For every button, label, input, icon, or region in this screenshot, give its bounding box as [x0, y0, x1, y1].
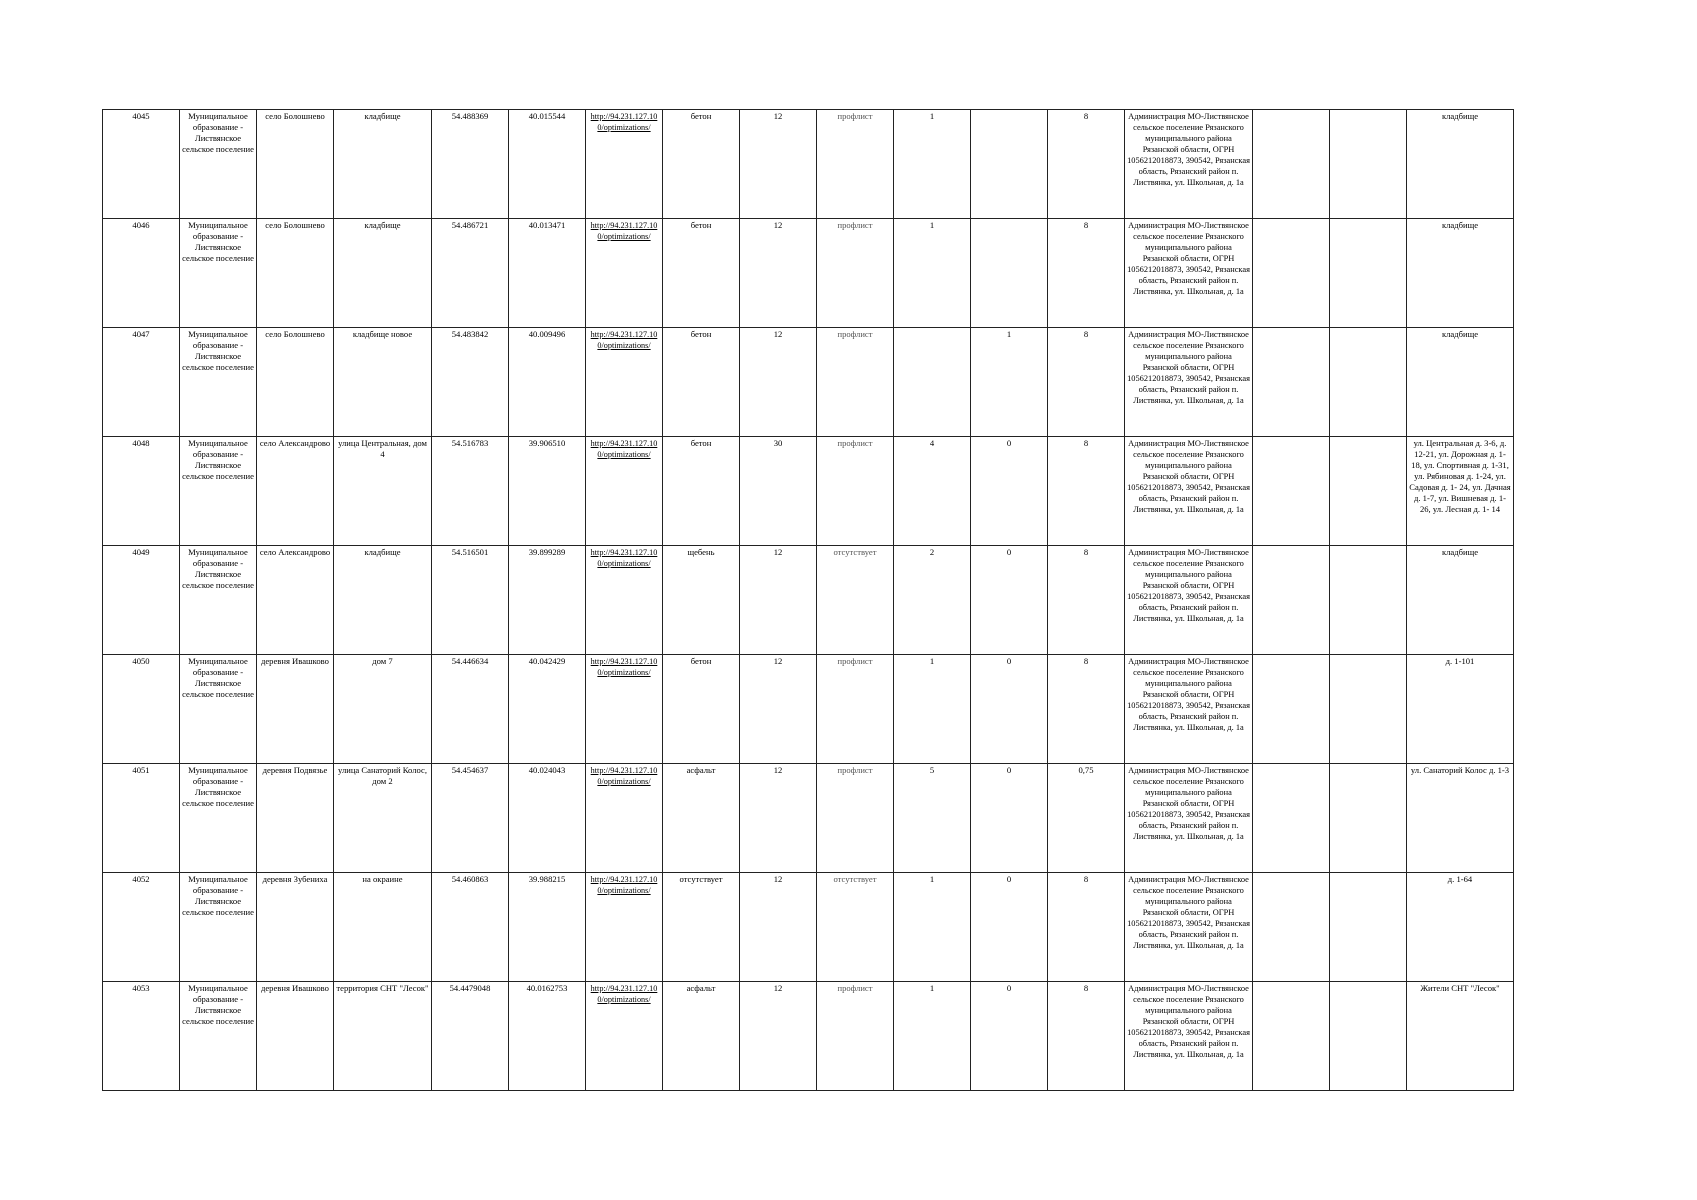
- extra-containers-cell: 0: [971, 873, 1048, 982]
- map-link[interactable]: http://94.231.127.10 0/optimizations/: [586, 546, 663, 655]
- longitude-cell: 39.906510: [509, 437, 586, 546]
- longitude-cell: 40.009496: [509, 328, 586, 437]
- municipality-cell: Муниципальное образование - Листвянское сельское поселение: [180, 546, 257, 655]
- latitude-cell: 54.516783: [432, 437, 509, 546]
- waste-sources-cell: кладбище: [1407, 219, 1514, 328]
- address-cell: кладбище новое: [334, 328, 432, 437]
- surface-cell: бетон: [663, 437, 740, 546]
- owner-cell: Администрация МО-Листвянское сельское поселение Рязанского муниципального района Рязанской области, ОГРН 1056212018873, 390542, Рязанская область, Рязанский район п. Листвянка, ул. Школьная, д. 1а: [1125, 546, 1253, 655]
- table-row: [103, 655, 1514, 764]
- table-row: [103, 546, 1514, 655]
- container-volume-cell: 8: [1048, 328, 1125, 437]
- empty-cell: [1253, 655, 1330, 764]
- fence-cell: отсутствует: [817, 546, 894, 655]
- containers-count-cell: 5: [894, 764, 971, 873]
- empty-cell: [1253, 546, 1330, 655]
- owner-cell: Администрация МО-Листвянское сельское поселение Рязанского муниципального района Рязанской области, ОГРН 1056212018873, 390542, Рязанская область, Рязанский район п. Листвянка, ул. Школьная, д. 1а: [1125, 982, 1253, 1091]
- container-volume-cell: 0,75: [1048, 764, 1125, 873]
- row-number-cell: 4048: [103, 437, 180, 546]
- owner-cell: Администрация МО-Листвянское сельское поселение Рязанского муниципального района Рязанской области, ОГРН 1056212018873, 390542, Рязанская область, Рязанский район п. Листвянка, ул. Школьная, д. 1а: [1125, 328, 1253, 437]
- row-number-cell: 4045: [103, 110, 180, 219]
- latitude-cell: 54.488369: [432, 110, 509, 219]
- latitude-cell: 54.460863: [432, 873, 509, 982]
- empty-cell: [1330, 437, 1407, 546]
- containers-count-cell: 1: [894, 655, 971, 764]
- map-link[interactable]: http://94.231.127.10 0/optimizations/: [586, 110, 663, 219]
- longitude-cell: 39.988215: [509, 873, 586, 982]
- waste-sources-cell: кладбище: [1407, 546, 1514, 655]
- empty-cell: [1330, 328, 1407, 437]
- owner-cell: Администрация МО-Листвянское сельское поселение Рязанского муниципального района Рязанской области, ОГРН 1056212018873, 390542, Рязанская область, Рязанский район п. Листвянка, ул. Школьная, д. 1а: [1125, 219, 1253, 328]
- waste-sources-cell: ул. Центральная д. 3-6, д. 12-21, ул. Дорожная д. 1-18, ул. Спортивная д. 1-31, ул. Рябиновая д. 1-24, ул. Садовая д. 1- 24, ул. Дачная д. 1-7, ул. Вишневая д. 1-26, ул. Лесная д. 1- 14: [1407, 437, 1514, 546]
- settlement-cell: деревня Ивашково: [257, 655, 334, 764]
- surface-cell: асфальт: [663, 764, 740, 873]
- table-row: [103, 328, 1514, 437]
- fence-cell: профлист: [817, 219, 894, 328]
- latitude-cell: 54.4479048: [432, 982, 509, 1091]
- empty-cell: [1253, 110, 1330, 219]
- municipality-cell: Муниципальное образование - Листвянское сельское поселение: [180, 873, 257, 982]
- owner-cell: Администрация МО-Листвянское сельское поселение Рязанского муниципального района Рязанской области, ОГРН 1056212018873, 390542, Рязанская область, Рязанский район п. Листвянка, ул. Школьная, д. 1а: [1125, 655, 1253, 764]
- surface-cell: бетон: [663, 655, 740, 764]
- empty-cell: [1253, 219, 1330, 328]
- surface-cell: щебень: [663, 546, 740, 655]
- area-cell: 12: [740, 110, 817, 219]
- fence-cell: профлист: [817, 764, 894, 873]
- empty-cell: [1330, 110, 1407, 219]
- settlement-cell: село Болошнево: [257, 110, 334, 219]
- map-link[interactable]: http://94.231.127.10 0/optimizations/: [586, 764, 663, 873]
- row-number-cell: 4051: [103, 764, 180, 873]
- municipality-cell: Муниципальное образование - Листвянское сельское поселение: [180, 219, 257, 328]
- map-link[interactable]: http://94.231.127.10 0/optimizations/: [586, 328, 663, 437]
- address-cell: кладбище: [334, 546, 432, 655]
- empty-cell: [1253, 764, 1330, 873]
- container-volume-cell: 8: [1048, 546, 1125, 655]
- row-number-cell: 4052: [103, 873, 180, 982]
- settlement-cell: село Александрово: [257, 546, 334, 655]
- longitude-cell: 40.024043: [509, 764, 586, 873]
- table-row: [103, 437, 1514, 546]
- map-link[interactable]: http://94.231.127.10 0/optimizations/: [586, 219, 663, 328]
- area-cell: 30: [740, 437, 817, 546]
- area-cell: 12: [740, 546, 817, 655]
- empty-cell: [1330, 219, 1407, 328]
- container-volume-cell: 8: [1048, 437, 1125, 546]
- waste-sources-cell: кладбище: [1407, 328, 1514, 437]
- latitude-cell: 54.516501: [432, 546, 509, 655]
- row-number-cell: 4050: [103, 655, 180, 764]
- area-cell: 12: [740, 328, 817, 437]
- table-row: [103, 219, 1514, 328]
- longitude-cell: 40.042429: [509, 655, 586, 764]
- waste-sources-cell: Жители СНТ "Лесок": [1407, 982, 1514, 1091]
- longitude-cell: 40.013471: [509, 219, 586, 328]
- municipality-cell: Муниципальное образование - Листвянское сельское поселение: [180, 328, 257, 437]
- fence-cell: профлист: [817, 437, 894, 546]
- surface-cell: асфальт: [663, 982, 740, 1091]
- surface-cell: отсутствует: [663, 873, 740, 982]
- containers-count-cell: 2: [894, 546, 971, 655]
- settlement-cell: деревня Ивашково: [257, 982, 334, 1091]
- row-number-cell: 4047: [103, 328, 180, 437]
- fence-cell: профлист: [817, 982, 894, 1091]
- empty-cell: [1330, 873, 1407, 982]
- area-cell: 12: [740, 982, 817, 1091]
- empty-cell: [1330, 546, 1407, 655]
- surface-cell: бетон: [663, 110, 740, 219]
- extra-containers-cell: 0: [971, 437, 1048, 546]
- containers-count-cell: 1: [894, 110, 971, 219]
- area-cell: 12: [740, 219, 817, 328]
- municipality-cell: Муниципальное образование - Листвянское сельское поселение: [180, 437, 257, 546]
- empty-cell: [1253, 982, 1330, 1091]
- latitude-cell: 54.483842: [432, 328, 509, 437]
- address-cell: дом 7: [334, 655, 432, 764]
- extra-containers-cell: 0: [971, 764, 1048, 873]
- table-row: [103, 982, 1514, 1091]
- extra-containers-cell: [971, 219, 1048, 328]
- row-number-cell: 4053: [103, 982, 180, 1091]
- container-volume-cell: 8: [1048, 219, 1125, 328]
- waste-sources-cell: ул. Санаторий Колос д. 1-3: [1407, 764, 1514, 873]
- fence-cell: профлист: [817, 110, 894, 219]
- empty-cell: [1330, 764, 1407, 873]
- municipality-cell: Муниципальное образование - Листвянское сельское поселение: [180, 110, 257, 219]
- map-link[interactable]: http://94.231.127.10 0/optimizations/: [586, 982, 663, 1091]
- waste-sources-cell: д. 1-101: [1407, 655, 1514, 764]
- container-volume-cell: 8: [1048, 655, 1125, 764]
- municipality-cell: Муниципальное образование - Листвянское сельское поселение: [180, 655, 257, 764]
- empty-cell: [1330, 982, 1407, 1091]
- map-link[interactable]: http://94.231.127.10 0/optimizations/: [586, 437, 663, 546]
- settlement-cell: село Александрово: [257, 437, 334, 546]
- latitude-cell: 54.486721: [432, 219, 509, 328]
- waste-sources-cell: д. 1-64: [1407, 873, 1514, 982]
- settlement-cell: село Болошнево: [257, 219, 334, 328]
- settlement-cell: село Болошнево: [257, 328, 334, 437]
- address-cell: кладбище: [334, 219, 432, 328]
- owner-cell: Администрация МО-Листвянское сельское поселение Рязанского муниципального района Рязанской области, ОГРН 1056212018873, 390542, Рязанская область, Рязанский район п. Листвянка, ул. Школьная, д. 1а: [1125, 437, 1253, 546]
- table-row: [103, 873, 1514, 982]
- extra-containers-cell: 0: [971, 982, 1048, 1091]
- containers-count-cell: [894, 328, 971, 437]
- address-cell: улица Центральная, дом 4: [334, 437, 432, 546]
- municipality-cell: Муниципальное образование - Листвянское сельское поселение: [180, 982, 257, 1091]
- container-volume-cell: 8: [1048, 873, 1125, 982]
- table-row: [103, 110, 1514, 219]
- fence-cell: профлист: [817, 655, 894, 764]
- area-cell: 12: [740, 764, 817, 873]
- longitude-cell: 39.899289: [509, 546, 586, 655]
- containers-count-cell: 4: [894, 437, 971, 546]
- waste-sources-cell: кладбище: [1407, 110, 1514, 219]
- row-number-cell: 4049: [103, 546, 180, 655]
- owner-cell: Администрация МО-Листвянское сельское поселение Рязанского муниципального района Рязанской области, ОГРН 1056212018873, 390542, Рязанская область, Рязанский район п. Листвянка, ул. Школьная, д. 1а: [1125, 110, 1253, 219]
- settlement-cell: деревня Зубениха: [257, 873, 334, 982]
- row-number-cell: 4046: [103, 219, 180, 328]
- extra-containers-cell: [971, 110, 1048, 219]
- extra-containers-cell: 0: [971, 546, 1048, 655]
- owner-cell: Администрация МО-Листвянское сельское поселение Рязанского муниципального района Рязанской области, ОГРН 1056212018873, 390542, Рязанская область, Рязанский район п. Листвянка, ул. Школьная, д. 1а: [1125, 873, 1253, 982]
- containers-count-cell: 1: [894, 873, 971, 982]
- surface-cell: бетон: [663, 219, 740, 328]
- empty-cell: [1253, 437, 1330, 546]
- longitude-cell: 40.015544: [509, 110, 586, 219]
- waste-sites-registry-table: [102, 109, 1514, 1091]
- fence-cell: профлист: [817, 328, 894, 437]
- address-cell: улица Санаторий Колос, дом 2: [334, 764, 432, 873]
- longitude-cell: 40.0162753: [509, 982, 586, 1091]
- extra-containers-cell: 1: [971, 328, 1048, 437]
- containers-count-cell: 1: [894, 219, 971, 328]
- table-row: [103, 764, 1514, 873]
- surface-cell: бетон: [663, 328, 740, 437]
- map-link[interactable]: http://94.231.127.10 0/optimizations/: [586, 873, 663, 982]
- municipality-cell: Муниципальное образование - Листвянское сельское поселение: [180, 764, 257, 873]
- fence-cell: отсутствует: [817, 873, 894, 982]
- extra-containers-cell: 0: [971, 655, 1048, 764]
- address-cell: территория СНТ "Лесок": [334, 982, 432, 1091]
- address-cell: кладбище: [334, 110, 432, 219]
- owner-cell: Администрация МО-Листвянское сельское поселение Рязанского муниципального района Рязанской области, ОГРН 1056212018873, 390542, Рязанская область, Рязанский район п. Листвянка, ул. Школьная, д. 1а: [1125, 764, 1253, 873]
- empty-cell: [1330, 655, 1407, 764]
- area-cell: 12: [740, 655, 817, 764]
- container-volume-cell: 8: [1048, 982, 1125, 1091]
- container-volume-cell: 8: [1048, 110, 1125, 219]
- containers-count-cell: 1: [894, 982, 971, 1091]
- empty-cell: [1253, 328, 1330, 437]
- latitude-cell: 54.446634: [432, 655, 509, 764]
- area-cell: 12: [740, 873, 817, 982]
- latitude-cell: 54.454637: [432, 764, 509, 873]
- address-cell: на окраине: [334, 873, 432, 982]
- registry-body: [103, 110, 1514, 1091]
- empty-cell: [1253, 873, 1330, 982]
- settlement-cell: деревня Подвязье: [257, 764, 334, 873]
- map-link[interactable]: http://94.231.127.10 0/optimizations/: [586, 655, 663, 764]
